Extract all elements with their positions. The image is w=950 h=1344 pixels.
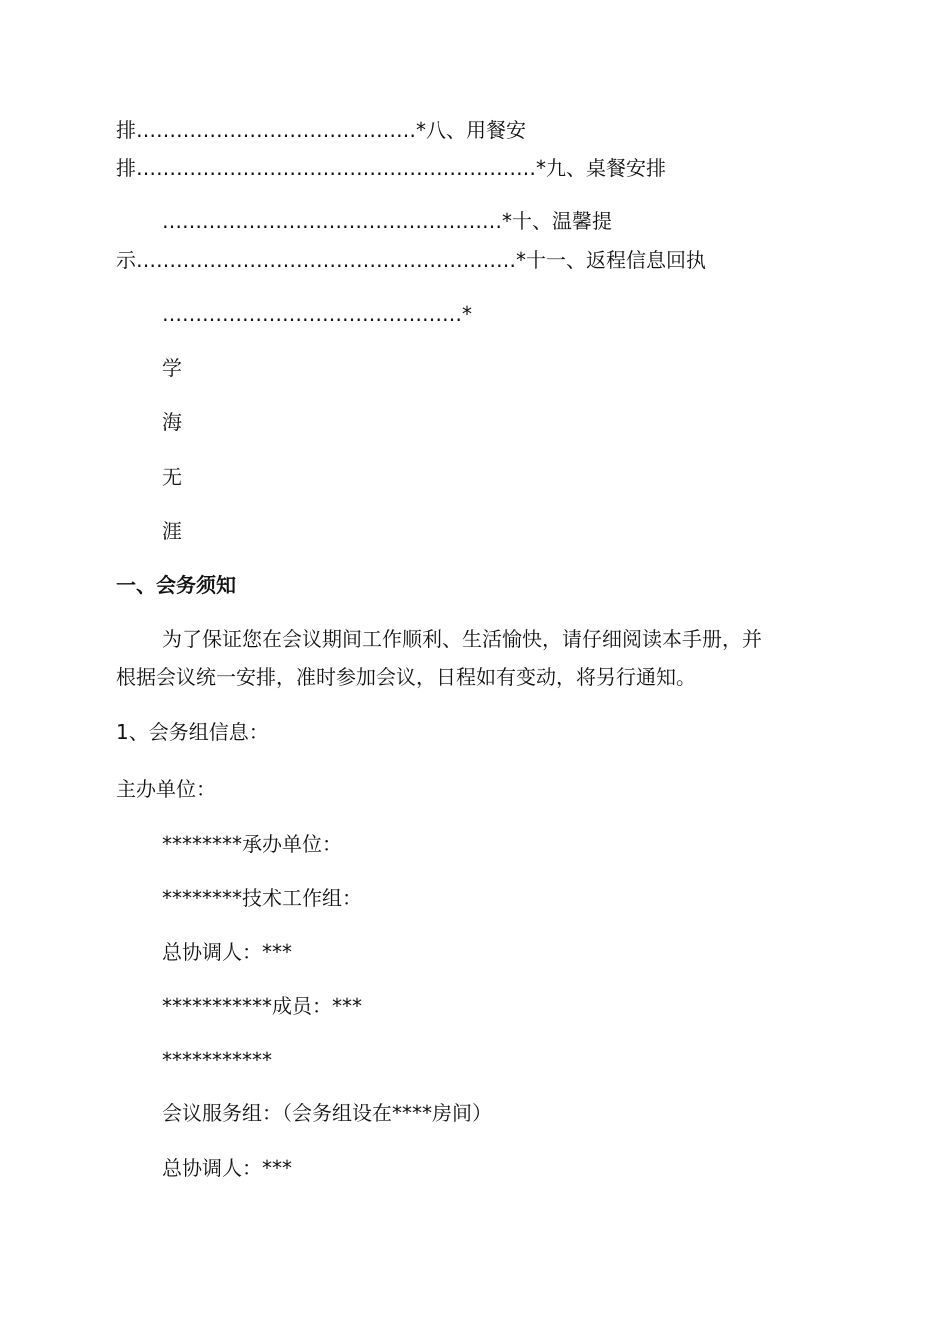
info-item: ********技术工作组： bbox=[162, 886, 362, 910]
paragraph-line: 根据会议统一安排，准时参加会议，日程如有变动，将另行通知。 bbox=[116, 665, 696, 689]
motto-char: 海 bbox=[162, 410, 182, 434]
toc-line: 示…………………………………………………*十一、返程信息回执 bbox=[116, 248, 706, 272]
section-heading: 一、会务须知 bbox=[116, 573, 236, 597]
info-item: ********承办单位： bbox=[162, 832, 342, 856]
info-item: 主办单位： bbox=[116, 777, 216, 801]
info-item: *********** bbox=[162, 1048, 272, 1072]
info-item: 会议服务组：（会务组设在****房间） bbox=[162, 1101, 492, 1125]
info-item: ***********成员：*** bbox=[162, 994, 362, 1018]
motto-char: 无 bbox=[162, 465, 182, 489]
toc-line: ………………………………………* bbox=[162, 302, 472, 326]
toc-line: ……………………………………………*十、温馨提 bbox=[162, 209, 612, 233]
paragraph-line: 为了保证您在会议期间工作顺利、生活愉快，请仔细阅读本手册，并 bbox=[162, 627, 762, 651]
subsection-heading: 1、会务组信息： bbox=[116, 720, 269, 744]
motto-char: 涯 bbox=[162, 519, 182, 543]
motto-char: 学 bbox=[162, 356, 182, 380]
info-item: 总协调人：*** bbox=[162, 1156, 292, 1180]
toc-line: 排……………………………………………………*九、桌餐安排 bbox=[116, 156, 666, 180]
info-item: 总协调人：*** bbox=[162, 940, 292, 964]
toc-line: 排……………………………………*八、用餐安 bbox=[116, 118, 526, 142]
